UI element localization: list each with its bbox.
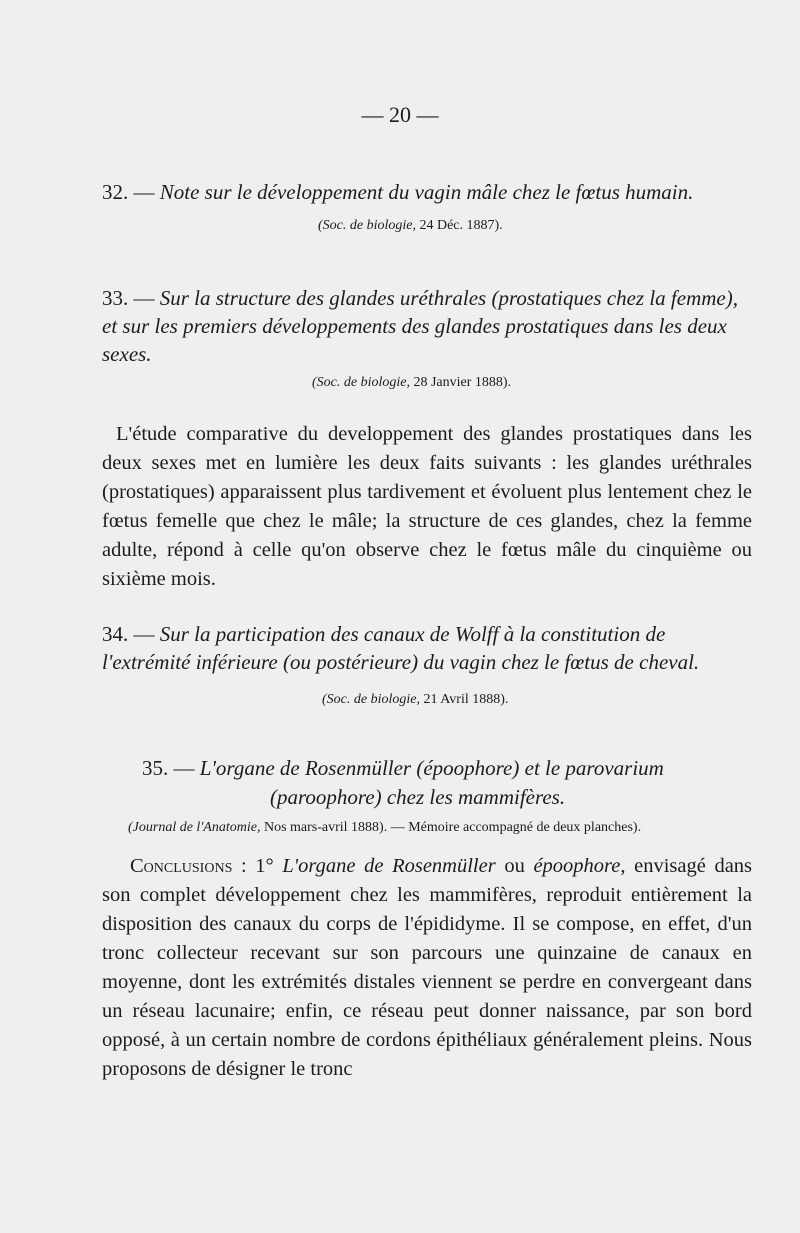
entry-title-line-1: L'organe de Rosenmüller (époophore) et le parovarium [199, 756, 664, 780]
entry-33 [102, 284, 752, 368]
source-date: 21 Avril 1888). [423, 692, 509, 707]
entry-32-source [318, 218, 503, 234]
organ-name: L'organe de Rosenmüller [282, 855, 496, 877]
conclusions-paragraph [102, 852, 752, 1084]
entry-dash: — [133, 286, 155, 310]
conclusions-point: 1° [255, 855, 274, 877]
entry-title-line-2: (paroophore) chez les mammifères. [270, 785, 566, 809]
entry-dash: — [133, 180, 155, 204]
entry-title: Sur la structure des glandes uréthrales (prostatiques chez la femme), et sur les premiers développements des glandes prostatiques dans les deux sexes. [102, 286, 738, 366]
entry-title: Note sur le développement du vagin mâle chez le fœtus humain. [159, 180, 694, 204]
conclusions-or: ou [504, 855, 525, 877]
entry-number: 35. [142, 756, 169, 780]
entry-number: 34. [102, 622, 129, 646]
entry-34-source [322, 692, 508, 708]
entry-dash: — [173, 756, 195, 780]
source-date: Nos mars-avril 1888). — Mémoire accompagné de deux planches). [263, 820, 642, 835]
entry-33-source [312, 375, 511, 391]
entry-35-source [128, 820, 641, 836]
entry-35 [142, 754, 742, 782]
page-number: — 20 — [361, 102, 439, 127]
entry-35-line-2 [270, 783, 730, 811]
organ-alt-name: époophore [533, 855, 621, 877]
source-date: 24 Déc. 1887). [419, 218, 503, 233]
conclusions-text: , envisagé dans son complet développement chez les mammifères, reproduit entièrement la disposition des canaux du corps de l'épididyme. Il se compose, en effet, d'un tronc collecteur recevant sur son parcours une quinzaine de canaux en moyenne, dont les extrémités distales viennent se perdre en convergeant dans un réseau lacunaire; enfin, ce réseau peut donner naissance, par son bord opposé, à un certain nombre de cordons épithéliaux généralement pleins. Nous proposons de désigner le tronc [102, 855, 753, 1080]
source-date: 28 Janvier 1888). [413, 375, 512, 390]
entry-33-summary: L'étude comparative du developpement des glandes prostatiques dans les deux sexes met en lumière les deux faits suivants : les glandes uréthrales (prostatiques) apparaissent plus tardivement et évoluent plus lentement chez le fœtus femelle que chez le mâle; la structure de ces glandes, chez la femme adulte, répond à celle qu'on observe chez le fœtus mâle du cinquième ou sixième mois. [102, 423, 752, 590]
entry-number: 32. [102, 180, 129, 204]
source-journal: (Soc. de biologie, [322, 692, 420, 707]
entry-34 [102, 620, 752, 676]
source-journal: (Journal de l'Anatomie, [128, 820, 261, 835]
entry-number: 33. [102, 286, 129, 310]
source-journal: (Soc. de biologie, [318, 218, 416, 233]
entry-title: Sur la participation des canaux de Wolff à la constitution de l'extrémité inférieure (ou postérieure) du vagin chez le fœtus de cheval. [102, 622, 700, 674]
entry-dash: — [133, 622, 155, 646]
entry-32 [102, 178, 752, 206]
conclusions-label: Conclusions : [130, 855, 247, 877]
source-journal: (Soc. de biologie, [312, 375, 410, 390]
